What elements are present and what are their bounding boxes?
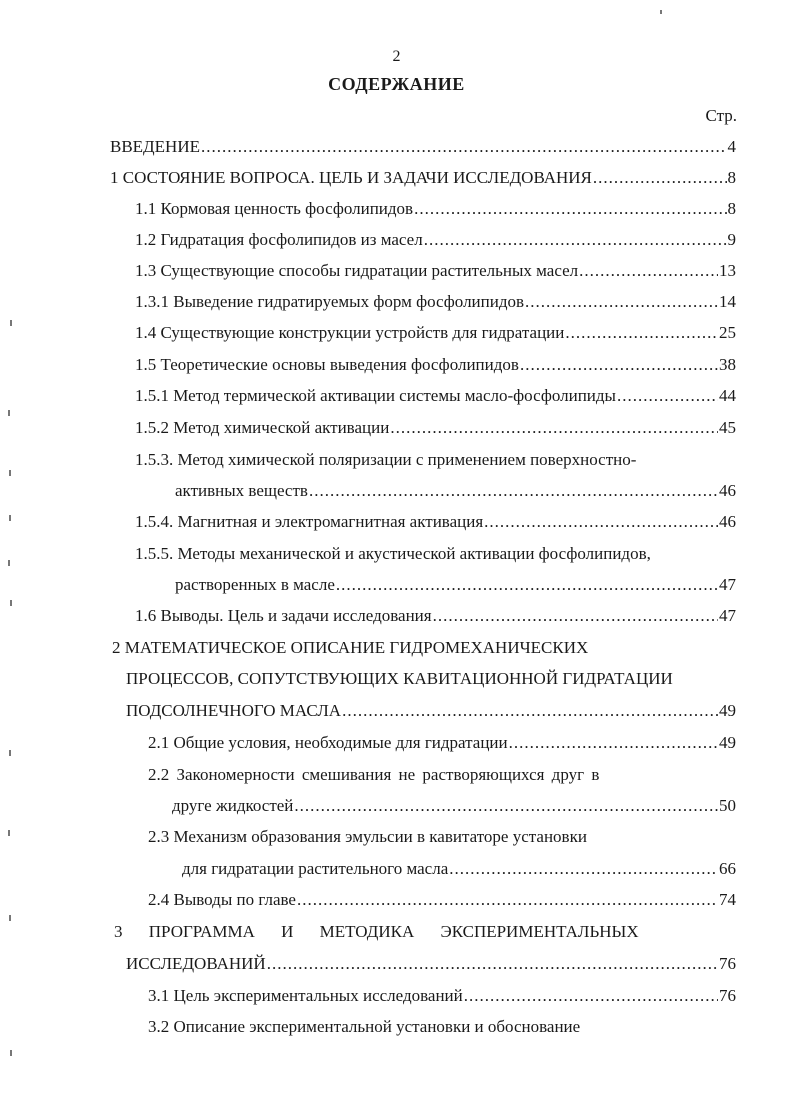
toc-entry-chapter-2-line1[interactable]: 2 МАТЕМАТИЧЕСКОЕ ОПИСАНИЕ ГИДРОМЕХАНИЧЕСКИХ xyxy=(112,638,589,657)
scan-speck xyxy=(9,515,11,521)
toc-entry-page: 49 xyxy=(719,733,736,752)
toc-entry-1-3[interactable] xyxy=(135,260,736,282)
scan-speck xyxy=(10,1050,12,1056)
toc-leader xyxy=(464,985,718,1007)
toc-leader xyxy=(336,574,718,596)
toc-entry-chapter-3[interactable] xyxy=(126,953,736,975)
toc-entry-page: 14 xyxy=(719,292,736,311)
toc-entry-title: 1.4 Существующие конструкции устройств для гидратации xyxy=(135,323,565,342)
toc-entry-1-1[interactable] xyxy=(135,198,736,220)
toc-entry-1-5-5[interactable] xyxy=(175,574,736,596)
toc-entry-title: 1.5.1 Метод термической активации системы масло-фосфолипиды xyxy=(135,386,616,405)
toc-entry-intro[interactable] xyxy=(110,136,736,158)
toc-entry-page: 76 xyxy=(719,954,736,973)
toc-entry-title: 1.5.4. Магнитная и электромагнитная активация xyxy=(135,512,484,531)
toc-entry-title: 1 СОСТОЯНИЕ ВОПРОСА. ЦЕЛЬ И ЗАДАЧИ ИССЛЕДОВАНИЯ xyxy=(110,168,592,187)
toc-entry-2-3[interactable] xyxy=(182,858,736,880)
toc-entry-title: 1.3 Существующие способы гидратации растительных масел xyxy=(135,261,579,280)
toc-entry-page: 13 xyxy=(719,261,736,280)
toc-entry-1-5-5-line1[interactable]: 1.5.5. Методы механической и акустической активации фосфолипидов, xyxy=(135,544,651,563)
toc-entry-1-5-4[interactable] xyxy=(135,511,736,533)
toc-leader xyxy=(309,480,718,502)
toc-entry-title: 2.4 Выводы по главе xyxy=(148,890,296,909)
scan-speck xyxy=(660,10,662,14)
scan-speck xyxy=(10,600,12,606)
toc-entry-title: ВВЕДЕНИЕ xyxy=(110,137,200,156)
toc-leader xyxy=(414,198,726,220)
toc-leader xyxy=(449,858,718,880)
toc-entry-title: 1.2 Гидратация фосфолипидов из масел xyxy=(135,230,423,249)
toc-entry-2-2-line1[interactable]: 2.2 Закономерности смешивания не растворяющихся друг в xyxy=(148,765,600,784)
toc-entry-chapter-3-line1[interactable]: 3 ПРОГРАММА И МЕТОДИКА ЭКСПЕРИМЕНТАЛЬНЫХ xyxy=(114,922,639,941)
toc-leader xyxy=(520,354,718,376)
toc-leader xyxy=(509,732,718,754)
toc-leader xyxy=(617,385,718,407)
toc-entry-page: 45 xyxy=(719,418,736,437)
toc-entry-page: 49 xyxy=(719,701,736,720)
toc-leader xyxy=(342,700,718,722)
toc-entry-page: 74 xyxy=(719,890,736,909)
toc-leader xyxy=(267,953,718,975)
toc-leader xyxy=(525,291,718,313)
toc-entry-title: 1.3.1 Выведение гидратируемых форм фосфолипидов xyxy=(135,292,525,311)
toc-entry-page: 4 xyxy=(727,137,736,156)
toc-entry-page: 25 xyxy=(719,323,736,342)
toc-entry-chapter-2-line2[interactable]: ПРОЦЕССОВ, СОПУТСТВУЮЩИХ КАВИТАЦИОННОЙ ГИДРАТАЦИИ xyxy=(126,669,673,688)
toc-entry-1-2[interactable] xyxy=(135,229,736,251)
toc-leader xyxy=(484,511,718,533)
scan-speck xyxy=(8,830,10,836)
toc-entry-title: друге жидкостей xyxy=(172,796,294,815)
toc-entry-page: 44 xyxy=(719,386,736,405)
toc-entry-title: 1.5.2 Метод химической активации xyxy=(135,418,390,437)
toc-entry-title: для гидратации растительного масла xyxy=(182,859,449,878)
toc-entry-3-1[interactable] xyxy=(148,985,736,1007)
toc-entry-page: 46 xyxy=(719,481,736,500)
scan-speck xyxy=(9,750,11,756)
toc-entry-page: 50 xyxy=(719,796,736,815)
toc-entry-title: 3.1 Цель экспериментальных исследований xyxy=(148,986,463,1005)
toc-entry-title: активных веществ xyxy=(175,481,308,500)
toc-entry-2-4[interactable] xyxy=(148,889,736,911)
toc-entry-chapter-1[interactable] xyxy=(110,167,736,189)
toc-entry-title: ПОДСОЛНЕЧНОГО МАСЛА xyxy=(126,701,342,720)
toc-entry-page: 47 xyxy=(719,575,736,594)
toc-entry-page: 8 xyxy=(727,199,736,218)
toc-entry-3-2-line1[interactable]: 3.2 Описание экспериментальной установки и обоснование xyxy=(148,1017,581,1036)
toc-entry-title: 1.5 Теоретические основы выведения фосфолипидов xyxy=(135,355,519,374)
toc-entry-page: 47 xyxy=(719,606,736,625)
toc-leader xyxy=(593,167,727,189)
toc-entry-2-1[interactable] xyxy=(148,732,736,754)
toc-entry-title: ИССЛЕДОВАНИЙ xyxy=(126,954,266,973)
page-number: 2 xyxy=(392,48,401,65)
scan-speck xyxy=(10,320,12,326)
toc-leader xyxy=(579,260,718,282)
toc-entry-title: 1.6 Выводы. Цель и задачи исследования xyxy=(135,606,432,625)
toc-entry-page: 38 xyxy=(719,355,736,374)
toc-leader xyxy=(433,605,718,627)
scan-speck xyxy=(8,410,10,416)
toc-entry-page: 9 xyxy=(727,230,736,249)
toc-entry-1-5-2[interactable] xyxy=(135,417,736,439)
toc-leader xyxy=(297,889,718,911)
toc-entry-page: 76 xyxy=(719,986,736,1005)
toc-entry-1-4[interactable] xyxy=(135,322,736,344)
toc-entry-chapter-2[interactable] xyxy=(126,700,736,722)
toc-leader xyxy=(424,229,727,251)
toc-entry-2-2[interactable] xyxy=(172,795,736,817)
toc-leader xyxy=(565,322,718,344)
toc-entry-page: 46 xyxy=(719,512,736,531)
toc-entry-2-3-line1[interactable]: 2.3 Механизм образования эмульсии в кавитаторе установки xyxy=(148,827,587,846)
toc-leader xyxy=(294,795,718,817)
scan-speck xyxy=(8,560,10,566)
toc-entry-1-3-1[interactable] xyxy=(135,291,736,313)
toc-entry-1-5-3-line1[interactable]: 1.5.3. Метод химической поляризации с применением поверхностно- xyxy=(135,450,637,469)
toc-entry-page: 8 xyxy=(727,168,736,187)
scan-speck xyxy=(9,915,11,921)
toc-entry-1-5-1[interactable] xyxy=(135,385,736,407)
toc-leader xyxy=(201,136,727,158)
page-title: СОДЕРЖАНИЕ xyxy=(328,74,465,94)
toc-entry-title: 1.1 Кормовая ценность фосфолипидов xyxy=(135,199,414,218)
toc-entry-title: 2.1 Общие условия, необходимые для гидратации xyxy=(148,733,508,752)
toc-entry-1-5-3[interactable] xyxy=(175,480,736,502)
toc-entry-page: 66 xyxy=(719,859,736,878)
toc-entry-1-6[interactable] xyxy=(135,605,736,627)
page-column-label: Стр. xyxy=(705,106,737,125)
scan-speck xyxy=(9,470,11,476)
toc-entry-title: растворенных в масле xyxy=(175,575,335,594)
toc-entry-1-5[interactable] xyxy=(135,354,736,376)
toc-leader xyxy=(390,417,718,439)
